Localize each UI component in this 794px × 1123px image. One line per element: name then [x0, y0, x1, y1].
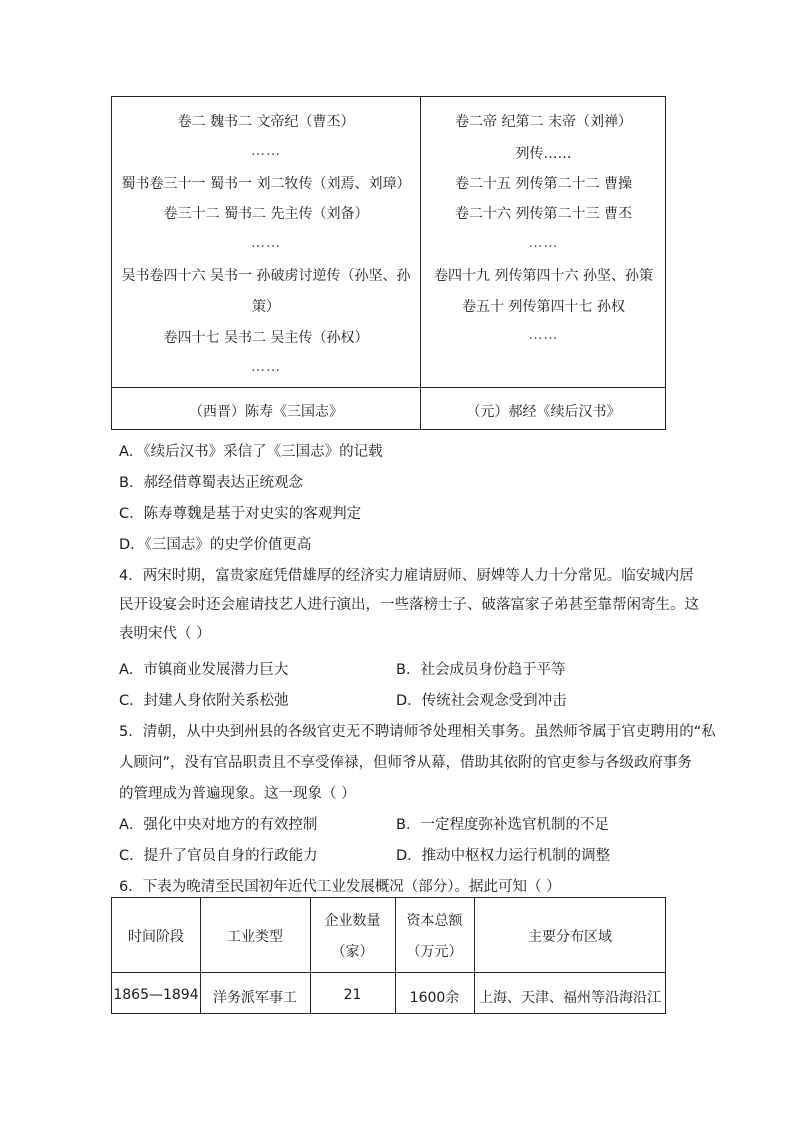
q3-option-b[interactable]: B．郝经借尊蜀表达正统观念: [119, 475, 303, 491]
table-cell: 1865—1894: [113, 987, 199, 1003]
header-main-regions: 主要分布区域: [528, 929, 612, 945]
q5-option-a[interactable]: A．强化中央对地方的有效控制: [119, 817, 318, 833]
q5-stem-line: 人顾问”，没有官品职责且不享受俸禄，但师爷从幕，借助其依附的官吏参与各级政府事务: [119, 755, 693, 771]
table-left-line: 策）: [252, 299, 280, 315]
header-enterprise-count: 企业数量: [324, 913, 381, 929]
table-right-line: 卷五十 列传第四十七 孙权: [462, 299, 625, 315]
q5-stem-line: 5．清朝，从中央到州县的各级官吏无不聘请师爷处理相关事务。虽然师爷属于官吏聘用的“私: [119, 724, 716, 740]
q3-option-c[interactable]: C．陈寿尊魏是基于对史实的客观判定: [119, 506, 362, 522]
table-right-line: 卷二帝 纪第二 末帝（刘禅）: [455, 114, 632, 130]
table-left-line: ……: [251, 235, 281, 251]
table-cell: 洋务派军事工: [213, 990, 297, 1006]
q5-option-d[interactable]: D．推动中枢权力运行机制的调整: [396, 848, 611, 864]
industry-table: [111, 897, 666, 1014]
table-cell: 21: [343, 987, 362, 1003]
q5-stem-line: 的管理成为普遍现象。这一现象（ ）: [119, 786, 356, 802]
table-left-line: 卷三十二 蜀书二 先主传（刘备）: [163, 206, 369, 222]
q4-option-a[interactable]: A．市镇商业发展潜力巨大: [119, 662, 289, 678]
table-left-line: ……: [251, 143, 281, 159]
table-left-line: 卷四十七 吴书二 吴主传（孙权）: [163, 330, 369, 346]
q4-stem-line: 表明宋代（ ）: [119, 626, 211, 642]
q3-option-d[interactable]: D．《三国志》的史学价值更高: [119, 537, 312, 553]
table-right-line: ……: [528, 327, 559, 343]
table-right-line: 卷二十六 列传第二十三 曹丕: [455, 206, 632, 222]
header-industry-type: 工业类型: [227, 929, 283, 945]
header-total-capital: 资本总额: [406, 913, 463, 929]
comparison-table: [111, 96, 666, 430]
table-right-caption: （元）郝经《续后汉书》: [466, 404, 621, 420]
header-time-period: 时间阶段: [128, 929, 184, 945]
table-left-line: 吴书卷四十六 吴书一 孙破虏讨逆传（孙坚、孙: [121, 268, 411, 284]
table-row-divider: [112, 387, 665, 388]
table-right-line: 卷四十九 列传第四十六 孙坚、孙策: [434, 268, 653, 284]
table-row-divider: [112, 972, 665, 973]
table-left-line: 卷二 魏书二 文帝纪（曹丕）: [177, 114, 355, 130]
table-right-line: 卷二十五 列传第二十二 曹操: [455, 176, 632, 192]
q4-option-b[interactable]: B．社会成员身份趋于平等: [396, 662, 566, 678]
table-cell: 上海、天津、福州等沿海沿江: [479, 990, 661, 1006]
q3-option-a[interactable]: A．《续后汉书》采信了《三国志》的记载: [119, 444, 383, 460]
table-cell: 1600余: [409, 990, 460, 1006]
q5-option-c[interactable]: C．提升了官员自身的行政能力: [119, 848, 318, 864]
q4-stem-line: 民开设宴会时还会雇请技艺人进行演出，一些落榜士子、破落富家子弟甚至靠帮闲寄生。这: [119, 597, 699, 613]
q4-stem-line: 4．两宋时期，富贵家庭凭借雄厚的经济实力雇请厨师、厨婢等人力十分常见。临安城内居: [119, 568, 694, 584]
q4-option-d[interactable]: D．传统社会观念受到冲击: [396, 693, 567, 709]
table-left-caption: （西晋）陈寿《三国志》: [189, 404, 343, 420]
table-left-line: ……: [251, 359, 281, 375]
header-capital-unit: （万元）: [406, 944, 463, 960]
table-left-line: 蜀书卷三十一 蜀书一 刘二牧传（刘焉、刘璋）: [121, 176, 411, 192]
table-right-line: ……: [528, 235, 559, 251]
q4-option-c[interactable]: C．封建人身依附关系松弛: [119, 693, 289, 709]
table-right-line: 列传……: [515, 146, 572, 162]
q6-stem-line: 6．下表为晚清至民国初年近代工业发展概况（部分）。据此可知（ ）: [119, 879, 561, 895]
q5-option-b[interactable]: B．一定程度弥补选官机制的不足: [396, 817, 609, 833]
header-enterprise-unit: （家）: [331, 944, 374, 960]
